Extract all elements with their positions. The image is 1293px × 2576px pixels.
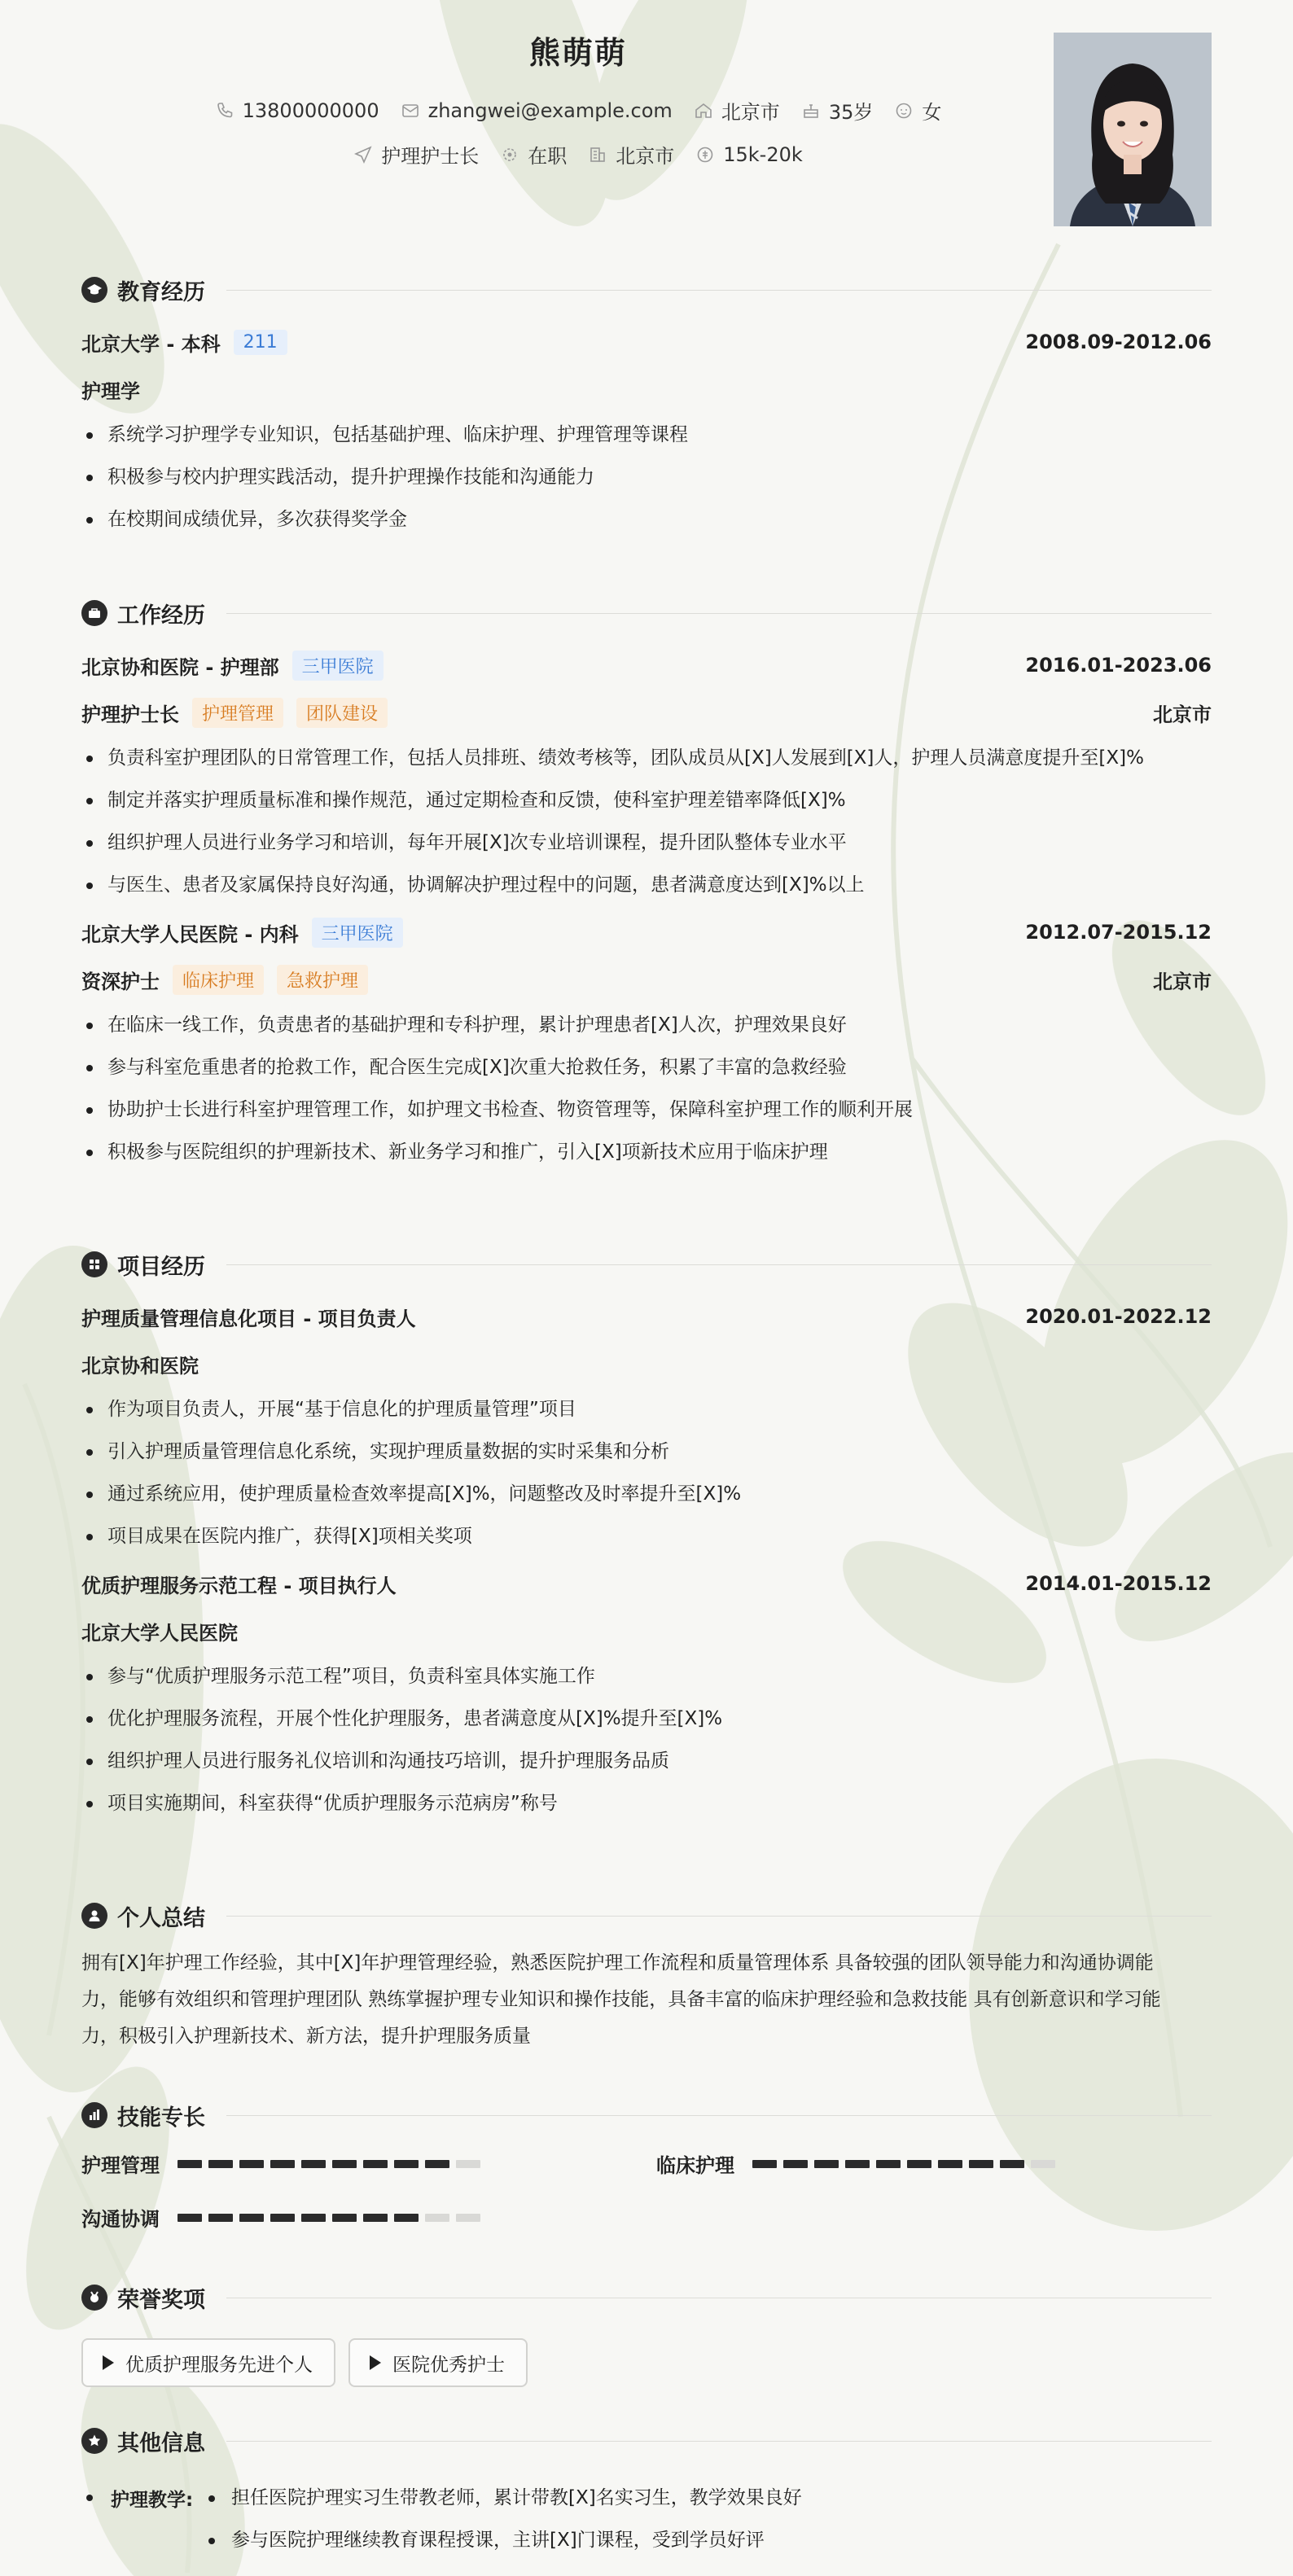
major-name: 护理学 bbox=[81, 379, 140, 403]
skills-title: 技能专长 bbox=[117, 2105, 205, 2131]
list-item: 负责科室护理团队的日常管理工作，包括人员排班、绩效考核等，团队成员从[X]人发展到[X]人，护理人员满意度提升至[X]% bbox=[81, 737, 1212, 779]
skill-level-bar bbox=[178, 2214, 480, 2222]
other-items bbox=[200, 2477, 802, 2561]
status-icon bbox=[500, 145, 519, 164]
list-item: 项目成果在医院内推广，获得[X]项相关奖项 bbox=[81, 1515, 1212, 1557]
list-item: 与医生、患者及家属保持良好沟通，协调解决护理过程中的问题，患者满意度达到[X]%以上 bbox=[81, 864, 1212, 906]
role-name: 资深护士 bbox=[81, 970, 160, 993]
education-major-row bbox=[81, 373, 1212, 405]
summary-line: 拥有[X]年护理工作经验，其中[X]年护理管理经验，熟悉医院护理工作流程和质量管理体系 具备较强的团队领导能力和沟通协调能 bbox=[81, 1952, 1154, 1974]
skill-name: 护理管理 bbox=[81, 2154, 160, 2177]
skill-segment bbox=[178, 2214, 202, 2222]
company-name: 北京协和医院 - 护理部 bbox=[81, 655, 279, 679]
work-location: 北京市 bbox=[1153, 970, 1212, 993]
list-item: 参与“优质护理服务示范工程”项目，负责科室具体实施工作 bbox=[81, 1655, 1212, 1698]
age-text: 35岁 bbox=[828, 101, 874, 124]
list-item: 项目实施期间，科室获得“优质护理服务示范病房”称号 bbox=[81, 1782, 1212, 1825]
summary-text bbox=[81, 1945, 1212, 2055]
skill-segment bbox=[752, 2160, 777, 2168]
company-tag: 三甲医院 bbox=[312, 918, 403, 948]
list-item: 系统学习护理学专业知识，包括基础护理、临床护理、护理管理等课程 bbox=[81, 414, 1212, 456]
skill-name: 沟通协调 bbox=[81, 2208, 160, 2231]
education-header bbox=[81, 274, 1212, 306]
medal-icon bbox=[81, 2285, 107, 2311]
project-name: 优质护理服务示范工程 - 项目执行人 bbox=[81, 1574, 397, 1597]
company-name: 北京大学人民医院 - 内科 bbox=[81, 922, 299, 946]
phone-icon bbox=[215, 101, 234, 120]
list-item: 组织护理人员进行业务学习和培训，每年开展[X]次专业培训课程，提升团队整体专业水平 bbox=[81, 821, 1212, 864]
skills-header bbox=[81, 2099, 1212, 2131]
education-date: 2008.09-2012.06 bbox=[1025, 331, 1212, 353]
face-icon bbox=[894, 101, 914, 120]
building-icon bbox=[588, 145, 607, 164]
cake-icon bbox=[801, 101, 821, 120]
skill-segment bbox=[938, 2160, 962, 2168]
education-entry-header bbox=[81, 326, 1212, 358]
other-section bbox=[81, 2425, 1212, 2551]
list-item: 积极参与校内护理实践活动，提升护理操作技能和沟通能力 bbox=[81, 456, 1212, 498]
skill-segment bbox=[270, 2160, 295, 2168]
skill-segment bbox=[394, 2214, 419, 2222]
work-title: 工作经历 bbox=[117, 602, 205, 629]
project-date: 2014.01-2015.12 bbox=[1025, 1572, 1212, 1595]
work-section bbox=[81, 597, 1212, 1173]
age-item bbox=[801, 96, 874, 125]
city-item bbox=[694, 96, 780, 125]
work-entry-header bbox=[81, 649, 1212, 681]
list-item: 在校期间成绩优异，多次获得奖学金 bbox=[81, 498, 1212, 541]
role-name: 护理护士长 bbox=[81, 703, 179, 726]
projects-section bbox=[81, 1248, 1212, 1825]
company-tag: 三甲医院 bbox=[292, 651, 384, 681]
skills-grid bbox=[81, 2149, 1212, 2263]
skill-segment bbox=[363, 2214, 388, 2222]
work-location: 北京市 bbox=[1153, 703, 1212, 726]
other-label: 护理教学: bbox=[81, 2477, 193, 2519]
skill-segment bbox=[456, 2160, 480, 2168]
skill-segment bbox=[1000, 2160, 1024, 2168]
skill-segment bbox=[876, 2160, 901, 2168]
list-item: 作为项目负责人，开展“基于信息化的护理质量管理”项目 bbox=[81, 1388, 1212, 1430]
list-item: 担任医院护理实习生带教老师，累计带教[X]名实习生，教学效果良好 bbox=[200, 2477, 802, 2519]
work-date: 2016.01-2023.06 bbox=[1025, 654, 1212, 677]
award-label: 优质护理服务先进个人 bbox=[125, 2354, 313, 2376]
candidate-name: 熊萌萌 bbox=[528, 35, 627, 71]
education-section bbox=[81, 274, 1212, 541]
awards-header bbox=[81, 2281, 1212, 2314]
status-item bbox=[500, 140, 567, 169]
education-title: 教育经历 bbox=[117, 279, 205, 305]
play-icon bbox=[370, 2355, 381, 2370]
awards-section bbox=[81, 2281, 1212, 2387]
work-bullets bbox=[81, 737, 1212, 906]
skill-segment bbox=[332, 2214, 357, 2222]
projects-header bbox=[81, 1248, 1212, 1281]
skill-segment bbox=[1031, 2160, 1055, 2168]
education-bullets bbox=[81, 414, 1212, 541]
list-item: 积极参与医院组织的护理新技术、新业务学习和推广，引入[X]项新技术应用于临床护理 bbox=[81, 1131, 1212, 1173]
work-entry-2 bbox=[81, 916, 1212, 1173]
skills-section bbox=[81, 2099, 1212, 2263]
list-item: 引入护理质量管理信息化系统，实现护理质量数据的实时采集和分析 bbox=[81, 1430, 1212, 1473]
skill-segment bbox=[425, 2160, 449, 2168]
skill-segment bbox=[814, 2160, 839, 2168]
role-tag: 护理管理 bbox=[192, 698, 283, 728]
gender-item bbox=[894, 96, 941, 125]
section-divider bbox=[226, 290, 1212, 291]
list-item: 参与科室危重患者的抢救工作，配合医生完成[X]次重大抢救任务，积累了丰富的急救经验 bbox=[81, 1046, 1212, 1089]
skill-level-bar bbox=[752, 2160, 1055, 2168]
gender-text: 女 bbox=[922, 101, 942, 124]
section-divider bbox=[226, 1264, 1212, 1265]
city-text: 北京市 bbox=[721, 101, 780, 124]
section-divider bbox=[226, 2441, 1212, 2442]
skill-segment bbox=[907, 2160, 931, 2168]
status-text: 在职 bbox=[528, 145, 568, 168]
target-city-text: 北京市 bbox=[616, 145, 675, 168]
project-entry-1 bbox=[81, 1300, 1212, 1557]
work-entry-header bbox=[81, 916, 1212, 948]
award-chip bbox=[81, 2338, 335, 2387]
project-date: 2020.01-2022.12 bbox=[1025, 1305, 1212, 1328]
position-text: 护理护士长 bbox=[381, 145, 480, 168]
position-item bbox=[353, 140, 479, 169]
skill-segment bbox=[239, 2160, 264, 2168]
list-item: 参与医院护理继续教育课程授课，主讲[X]门课程，受到学员好评 bbox=[200, 2519, 802, 2561]
grid-icon bbox=[81, 1251, 107, 1277]
project-bullets bbox=[81, 1388, 1212, 1557]
project-entry-header bbox=[81, 1567, 1212, 1600]
section-divider bbox=[226, 1916, 1212, 1917]
school-tag: 211 bbox=[234, 330, 287, 355]
skill-item bbox=[81, 2149, 480, 2178]
skill-segment bbox=[178, 2160, 202, 2168]
person-icon bbox=[81, 1903, 107, 1929]
send-icon bbox=[353, 145, 373, 164]
other-header bbox=[81, 2425, 1212, 2457]
project-name: 护理质量管理信息化项目 - 项目负责人 bbox=[81, 1307, 416, 1330]
skill-item bbox=[81, 2203, 480, 2232]
work-header bbox=[81, 597, 1212, 629]
list-item: 组织护理人员进行服务礼仪培训和沟通技巧培训，提升护理服务品质 bbox=[81, 1740, 1212, 1782]
skill-item bbox=[656, 2149, 1055, 2178]
skill-level-bar bbox=[178, 2160, 480, 2168]
skill-segment bbox=[363, 2160, 388, 2168]
school-name: 北京大学 - 本科 bbox=[81, 332, 221, 356]
skill-segment bbox=[208, 2160, 233, 2168]
skill-segment bbox=[208, 2214, 233, 2222]
avatar-photo bbox=[1054, 33, 1212, 226]
role-tag: 团队建设 bbox=[296, 698, 388, 728]
role-tag: 急救护理 bbox=[277, 965, 368, 995]
work-entry-1 bbox=[81, 649, 1212, 906]
awards-list bbox=[81, 2338, 1212, 2387]
skill-segment bbox=[845, 2160, 870, 2168]
home-icon bbox=[694, 101, 713, 120]
work-date: 2012.07-2015.12 bbox=[1025, 921, 1212, 944]
project-org: 北京大学人民医院 bbox=[81, 1621, 238, 1645]
summary-title: 个人总结 bbox=[117, 1905, 205, 1931]
summary-line: 力，积极引入护理新技术、新方法，提升护理服务质量 bbox=[81, 2026, 531, 2047]
summary-line: 力，能够有效组织和管理护理团队 熟练掌握护理专业知识和操作技能，具备丰富的临床护理经验和急救技能 具有创新意识和学习能 bbox=[81, 1989, 1161, 2010]
phone-item bbox=[215, 99, 379, 122]
graduation-cap-icon bbox=[81, 277, 107, 303]
star-icon bbox=[81, 2428, 107, 2454]
list-item: 通过系统应用，使护理质量检查效率提高[X]%，问题整改及时率提升至[X]% bbox=[81, 1473, 1212, 1515]
section-divider bbox=[226, 613, 1212, 614]
project-entry-2 bbox=[81, 1567, 1212, 1825]
job-row bbox=[0, 140, 1156, 169]
project-org-row bbox=[81, 1614, 1212, 1647]
section-divider bbox=[226, 2115, 1212, 2116]
project-entry-header bbox=[81, 1300, 1212, 1333]
list-item: 在临床一线工作，负责患者的基础护理和专科护理，累计护理患者[X]人次，护理效果良好 bbox=[81, 1004, 1212, 1046]
project-org-row bbox=[81, 1347, 1212, 1380]
project-bullets bbox=[81, 1655, 1212, 1825]
email-item bbox=[401, 99, 673, 122]
projects-title: 项目经历 bbox=[117, 1254, 205, 1280]
skill-segment bbox=[239, 2214, 264, 2222]
contact-row bbox=[0, 96, 1156, 125]
coin-icon bbox=[695, 145, 715, 164]
target-city-item bbox=[588, 140, 674, 169]
skill-segment bbox=[394, 2160, 419, 2168]
skill-segment bbox=[969, 2160, 993, 2168]
list-item: 制定并落实护理质量标准和操作规范，通过定期检查和反馈，使科室护理差错率降低[X]% bbox=[81, 779, 1212, 821]
chart-icon bbox=[81, 2102, 107, 2128]
email-text: zhangwei@example.com bbox=[427, 99, 673, 122]
briefcase-icon bbox=[81, 600, 107, 626]
skill-segment bbox=[783, 2160, 808, 2168]
skill-segment bbox=[332, 2160, 357, 2168]
skill-segment bbox=[425, 2214, 449, 2222]
salary-text: 15k-20k bbox=[723, 142, 803, 166]
play-icon bbox=[103, 2355, 114, 2370]
project-org: 北京协和医院 bbox=[81, 1354, 199, 1378]
skill-segment bbox=[301, 2214, 326, 2222]
role-tag: 临床护理 bbox=[173, 965, 264, 995]
work-bullets bbox=[81, 1004, 1212, 1173]
skill-segment bbox=[301, 2160, 326, 2168]
other-title: 其他信息 bbox=[117, 2430, 205, 2456]
award-chip bbox=[348, 2338, 528, 2387]
salary-item bbox=[695, 143, 803, 166]
skill-segment bbox=[270, 2214, 295, 2222]
award-label: 医院优秀护士 bbox=[392, 2354, 505, 2376]
list-item: 优化护理服务流程，开展个性化护理服务，患者满意度从[X]%提升至[X]% bbox=[81, 1698, 1212, 1740]
work-role-row bbox=[81, 963, 1212, 996]
work-role-row bbox=[81, 696, 1212, 729]
mail-icon bbox=[401, 101, 420, 120]
awards-title: 荣誉奖项 bbox=[117, 2287, 205, 2313]
list-item: 协助护士长进行科室护理管理工作，如护理文书检查、物资管理等，保障科室护理工作的顺利开展 bbox=[81, 1089, 1212, 1131]
summary-header bbox=[81, 1899, 1212, 1932]
summary-section bbox=[81, 1899, 1212, 2055]
skill-name: 临床护理 bbox=[656, 2154, 734, 2177]
skill-segment bbox=[456, 2214, 480, 2222]
phone-text: 13800000000 bbox=[242, 99, 379, 122]
